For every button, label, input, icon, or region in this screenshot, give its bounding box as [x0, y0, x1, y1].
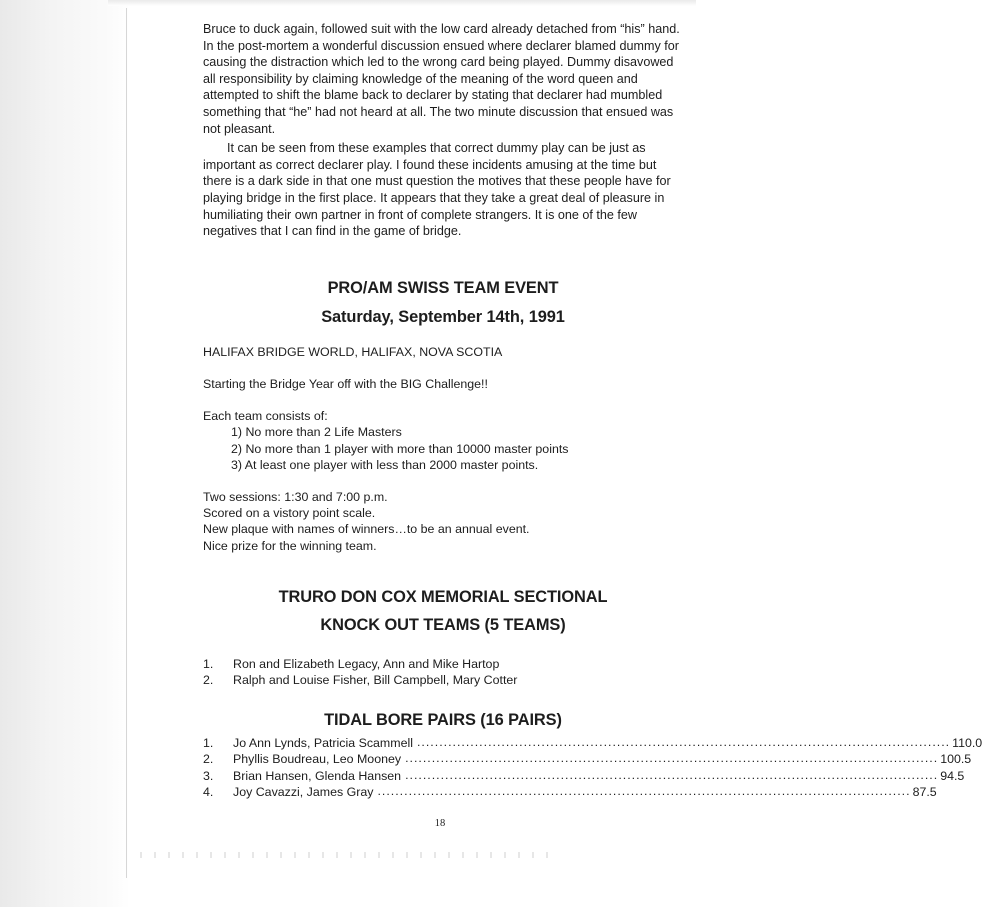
table-row [203, 767, 965, 785]
dot-leader: ........................................................................................................................ [377, 784, 911, 799]
proam-section [203, 277, 683, 554]
event-detail-line: Two sessions: 1:30 and 7:00 p.m. [203, 489, 388, 504]
table-row [203, 784, 937, 801]
event-detail-line: Scored on a vistory point scale. [203, 506, 376, 521]
event-detail-line: Nice prize for the winning team. [203, 538, 377, 553]
tidal-section [203, 709, 982, 801]
table-row [203, 734, 982, 752]
score: 110.0 [952, 735, 982, 750]
proam-location: HALIFAX BRIDGE WORLD, HALIFAX, NOVA SCOTIA [203, 344, 503, 359]
truro-results [203, 656, 683, 689]
list-item [203, 672, 683, 689]
score: 94.5 [940, 768, 965, 783]
page-number: 18 [434, 818, 446, 829]
dot-leader: ........................................................................................................................ [405, 751, 939, 766]
article-text [203, 21, 683, 240]
page-edge-line [126, 8, 127, 878]
list-item-number: 1. [203, 656, 214, 671]
truro-section [203, 586, 683, 689]
rank: 3. [203, 768, 214, 783]
rank: 1. [203, 735, 214, 750]
truro-title-line1: TRURO DON COX MEMORIAL SECTIONAL [278, 587, 608, 606]
event-detail-line: New plaque with names of winners…to be an annual event. [203, 522, 530, 537]
rank: 2. [203, 752, 214, 767]
score: 100.5 [940, 752, 972, 767]
truro-title-line2: KNOCK OUT TEAMS (5 TEAMS) [320, 615, 566, 634]
dot-leader: ........................................................................................................................ [405, 767, 939, 782]
rank: 4. [203, 785, 214, 800]
team-rule: 1) No more than 2 Life Masters [231, 425, 402, 440]
proam-tagline: Starting the Bridge Year off with the BIG Challenge!! [203, 376, 488, 391]
pair-names: Joy Cavazzi, James Gray [233, 785, 374, 800]
team-rule: 2) No more than 1 player with more than 10000 master points [231, 441, 569, 456]
tidal-results [203, 734, 982, 801]
list-item-names: Ralph and Louise Fisher, Bill Campbell, Mary Cotter [233, 673, 518, 688]
event-details [203, 489, 683, 554]
pair-names: Jo Ann Lynds, Patricia Scammell [233, 735, 413, 750]
dot-leader: ........................................................................................................................ [416, 734, 951, 749]
tidal-title: TIDAL BORE PAIRS (16 PAIRS) [324, 710, 562, 729]
article-paragraph: It can be seen from these examples that correct dummy play can be just as important as correct declarer play. I found these incidents amusing at the time but there is a dark side in that one must question the motives that these people have for playing bridge in the first place. It appears that they take a great deal of pleasure in humiliating their own partner in front of complete strangers. It is one of the few negatives that I can find in the game of bridge. [203, 141, 671, 239]
list-item [203, 656, 683, 673]
table-row [203, 751, 972, 768]
page-content [203, 21, 982, 801]
article-paragraph: Bruce to duck again, followed suit with the low card already detached from “his” hand. In the post-mortem a wonderful discussion ensued where declarer blamed dummy for causing the distraction which led to the wrong card being played. Dummy disavowed all responsibility by claiming knowledge of the meaning of the word queen and attempted to shift the blame back to declarer by stating that declarer had mumbled something that “he” had not heard at all. The two minute discussion that ensued was not pleasant. [203, 22, 680, 136]
page-binding-shadow [0, 0, 130, 907]
page-top-edge [108, 0, 696, 6]
list-item-number: 2. [203, 673, 214, 688]
score: 87.5 [912, 785, 937, 800]
scan-specks [140, 852, 560, 858]
pair-names: Phyllis Boudreau, Leo Mooney [233, 752, 402, 767]
proam-date: Saturday, September 14th, 1991 [321, 307, 565, 326]
team-rules-intro: Each team consists of: [203, 409, 328, 424]
proam-title: PRO/AM SWISS TEAM EVENT [327, 278, 559, 297]
list-item-names: Ron and Elizabeth Legacy, Ann and Mike Hartop [233, 656, 500, 671]
pair-names: Brian Hansen, Glenda Hansen [233, 768, 402, 783]
team-rule: 3) At least one player with less than 2000 master points. [231, 457, 539, 472]
